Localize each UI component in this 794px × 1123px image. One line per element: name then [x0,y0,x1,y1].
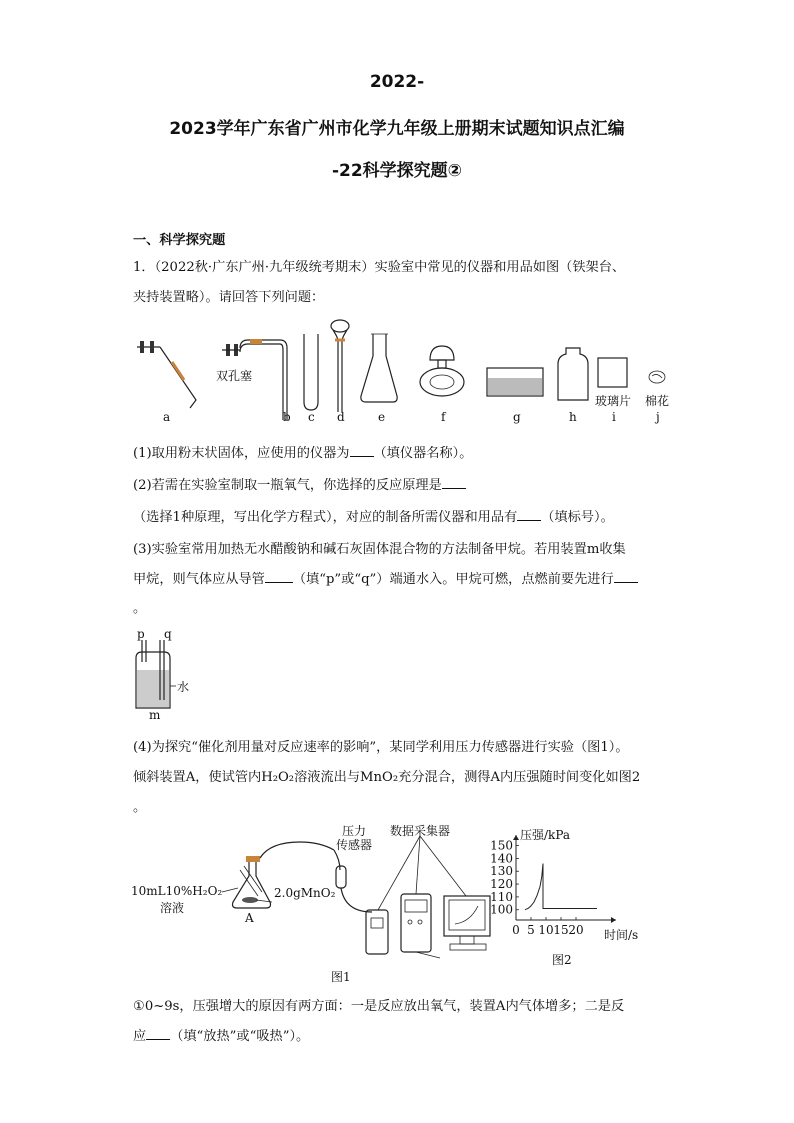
apparatus-label-j: j [656,410,660,424]
fig1-caption: 图1 [331,970,351,984]
y-tick-label: 140 [490,851,513,866]
fig1-solution-label-1: 10mL10%H₂O₂ [131,884,223,898]
fig1-sensor-label-2: 传感器 [336,838,373,852]
label-glass: 玻璃片 [595,394,632,408]
x-axis-arrow [611,917,616,923]
apparatus-label-g: g [513,410,521,424]
sub3-line1: (3)实验室常用加热无水醋酸钠和碱石灰固体混合物的方法制备甲烷。若用装置m收集 [133,542,626,557]
fig1-collector-label: 数据采集器 [390,824,451,838]
sub1-text-a: (1)取用粉末状固体，应使用的仪器为 [133,446,350,461]
y-tick-label: 110 [490,889,513,904]
sub4-line2: 倾斜装置A，使试管内H₂O₂溶液流出与MnO₂充分混合，测得A内压强随时间变化如图2 [133,770,641,785]
fig1-flask-label: A [245,911,254,925]
apparatus-label-c: c [308,410,315,424]
m-label-m: m [149,708,161,722]
x-axis-label: 时间/s [604,928,639,942]
sub3-line2-text-b: （填“p”或“q”）端通水入。甲烷可燃，点燃前要先进行 [292,572,614,587]
sub4-line1: (4)为探究“催化剂用量对反应速率的影响”，某同学利用压力传感器进行实验（图1）。 [133,740,629,755]
y-tick-label: 100 [490,902,513,917]
x-tick-label: 0 [512,923,520,937]
apparatus-label-h: h [569,410,577,424]
sub4-1-line2 [133,1025,309,1044]
label-stopper: 双孔塞 [216,369,253,383]
apparatus-label-i: i [612,410,616,424]
x-tick-label: 5 [527,923,535,937]
section-heading: 一、科学探究题 [133,233,226,248]
q1-intro-line2: 夹持装置略）。请回答下列问题： [133,290,325,305]
apparatus-label-a: a [163,410,171,424]
doc-title-line1: 2022- [369,72,425,92]
series-line [525,864,597,910]
label-cotton: 棉花 [645,394,670,408]
y-axis-label: 压强/kPa [520,828,571,842]
x-tick-label: 15 [553,923,569,937]
y-axis-arrow [513,835,519,840]
sub2-line2-text-a: （选择1种原理，写出化学方程式），对应的制备所需仪器和用品有 [133,510,518,525]
x-tick-label: 20 [568,923,584,937]
x-tick-label: 10 [538,923,554,937]
fig1-sensor-label-1: 压力 [342,824,367,838]
sub4-1-line2-text-a: 应 [133,1029,147,1044]
sub1-text-b: （填仪器名称）。 [373,446,473,461]
doc-title-line3: -22科学探究题② [331,161,463,181]
sub3-line2-text-a: 甲烷，则气体应从导管 [133,572,265,587]
sub3-line3: 。 [133,601,147,616]
m-label-q: q [164,627,172,641]
sub4-line3: 。 [133,800,147,815]
y-tick-label: 120 [490,877,513,892]
apparatus-label-e: e [378,410,386,424]
y-tick-label: 130 [490,864,513,879]
apparatus-label-d: d [337,410,345,424]
sub2-text-a: (2)若需在实验室制取一瓶氧气，你选择的反应原理是 [133,478,442,493]
fig1-solution-label-2: 溶液 [160,901,185,915]
sub4-1-line2-text-b: （填“放热”或“吸热”）。 [170,1029,310,1044]
m-label-water: 水 [177,680,190,694]
apparatus-label-f: f [441,410,446,424]
answer-blank-6[interactable] [146,1027,170,1040]
y-tick-label: 150 [490,838,513,853]
doc-title-line2: 2023学年广东省广州市化学九年级上册期末试题知识点汇编 [169,119,625,139]
q1-intro-line1: 1．（2022秋·广东广州·九年级统考期末）实验室中常见的仪器和用品如图（铁架台、 [133,260,626,275]
apparatus-label-b: b [283,410,291,424]
m-label-p: p [137,627,145,641]
sub2-line2-text-b: （填标号）。 [541,510,614,525]
fig1-mno2-label: 2.0gMnO₂ [274,886,336,900]
fig2-caption: 图2 [552,953,572,967]
sub4-1-line1: ①0~9s，压强增大的原因有两方面：一是反应放出氧气，装置A内气体增多；二是反 [133,999,625,1014]
